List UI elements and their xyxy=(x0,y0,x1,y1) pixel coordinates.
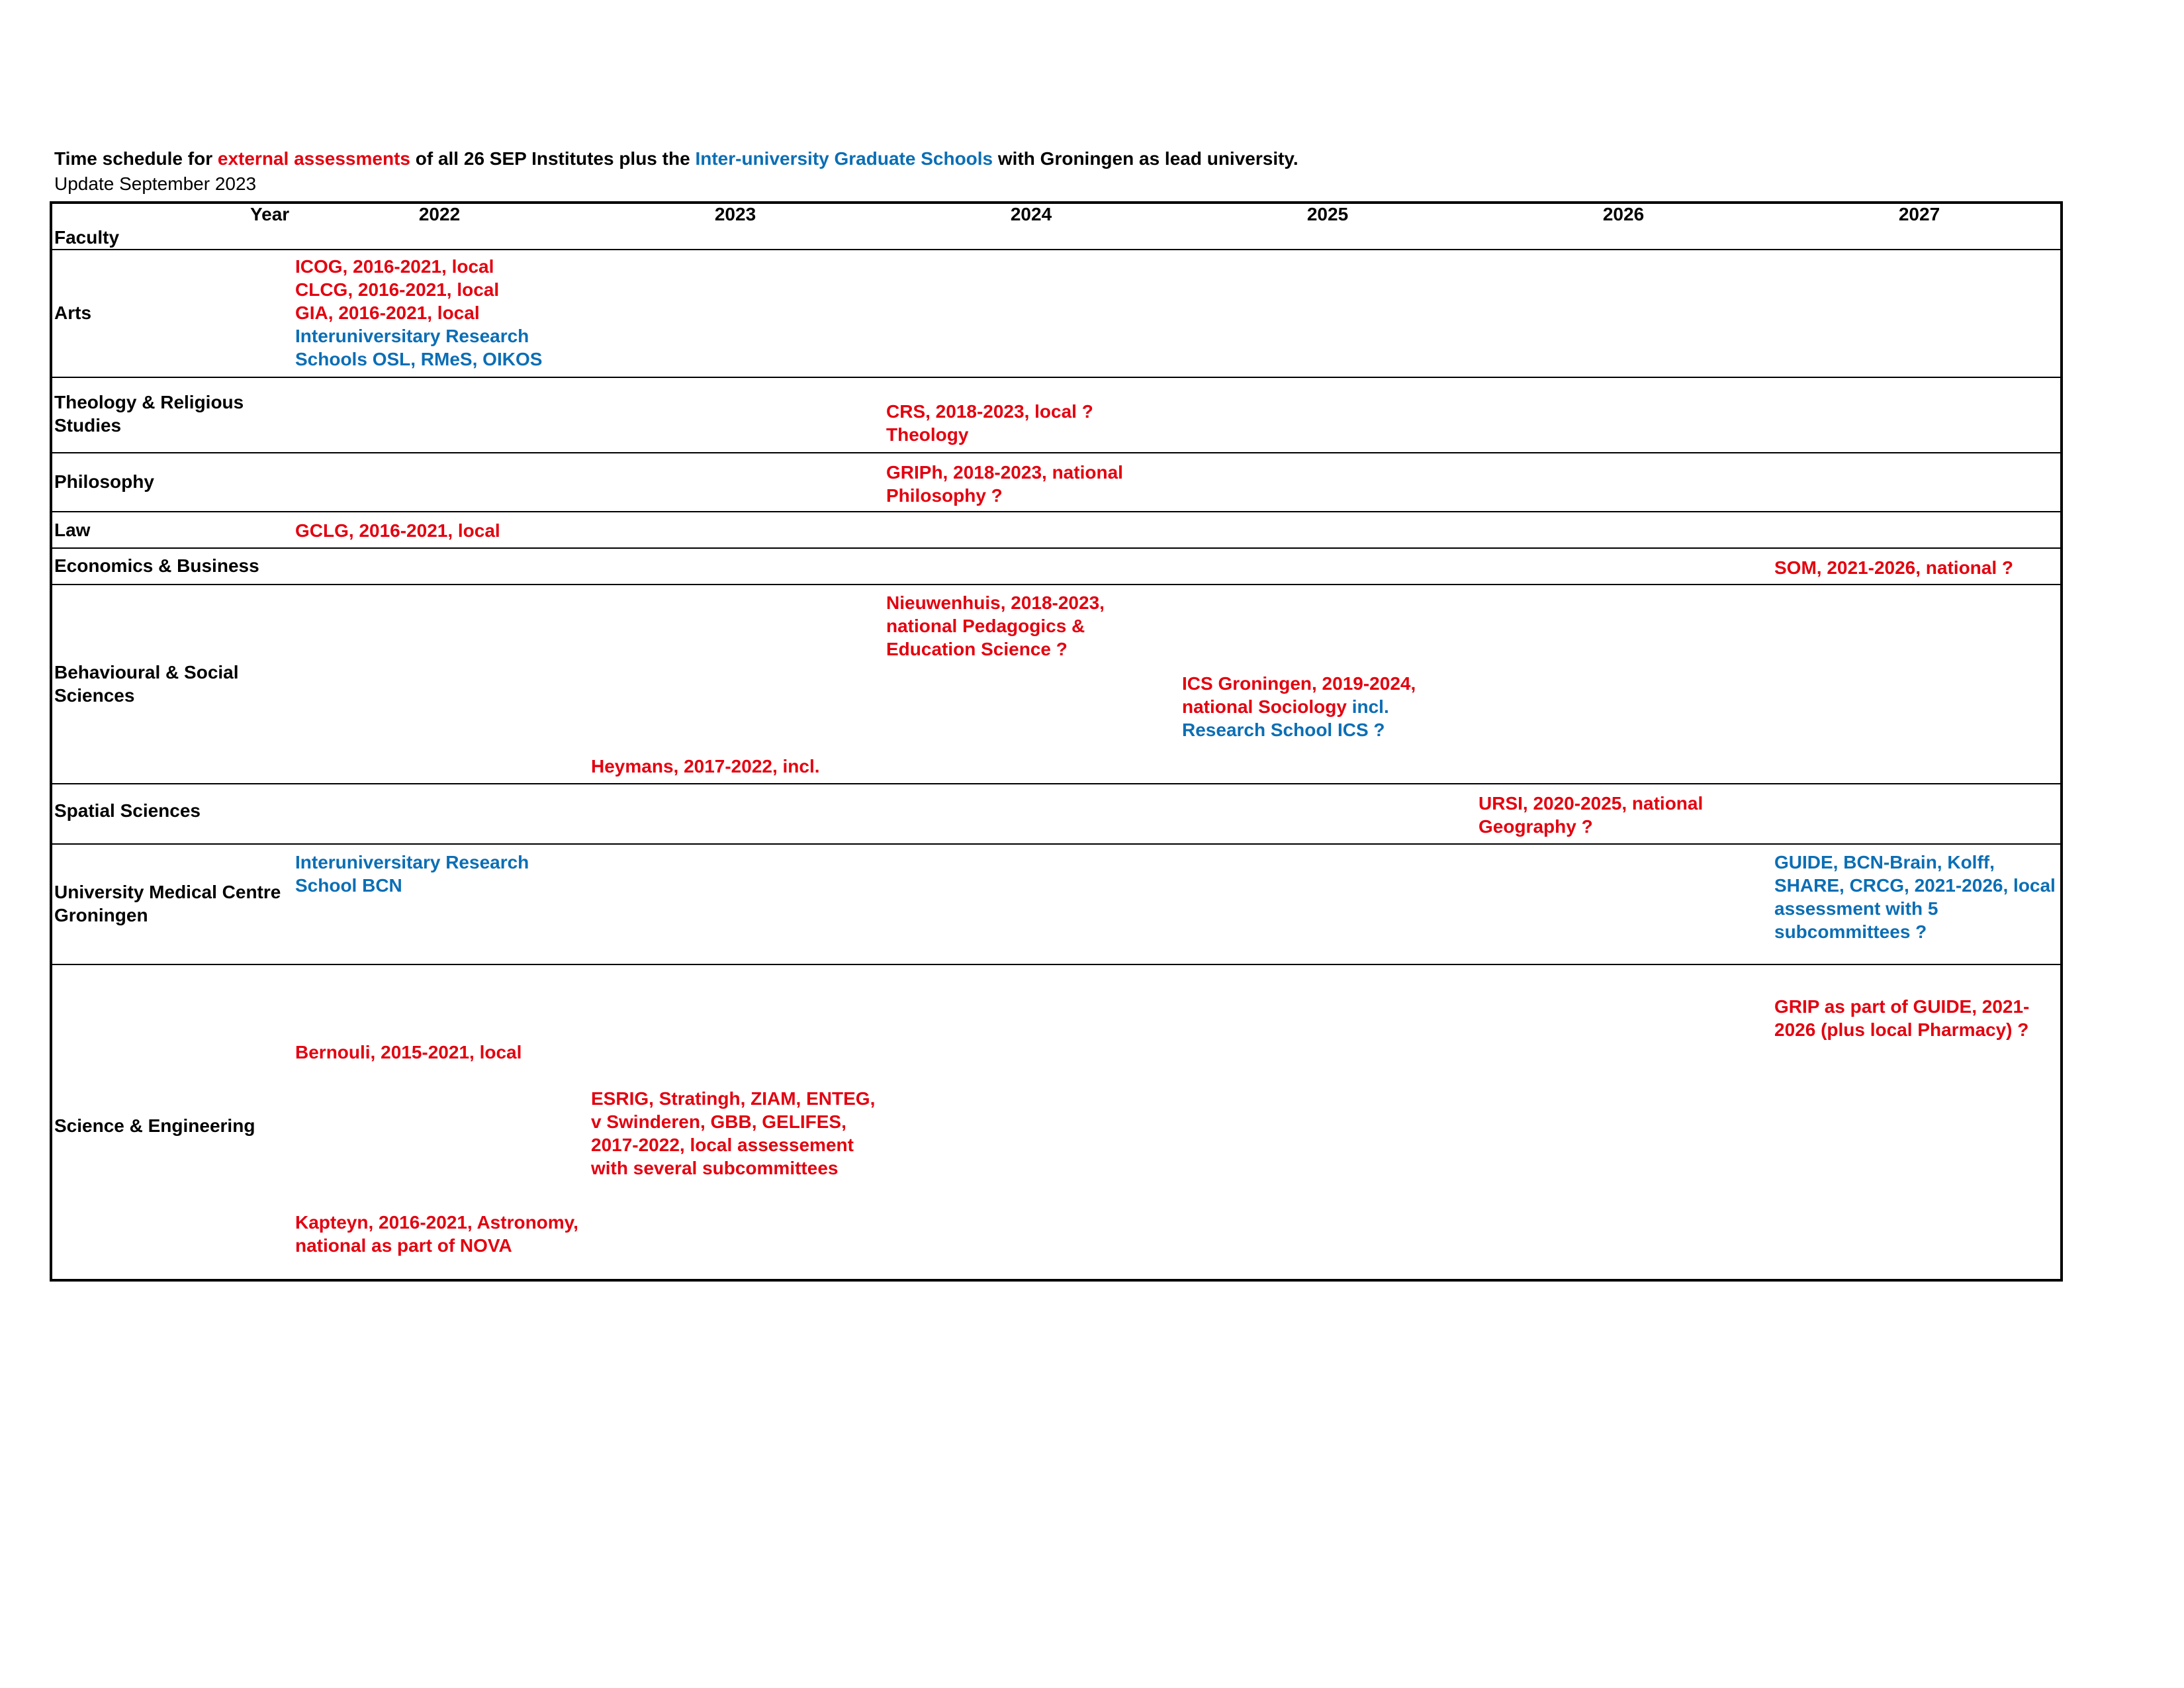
title-text: with Groningen as lead university. xyxy=(993,148,1298,169)
year-2026: 2026 xyxy=(1602,204,1645,224)
row-divider xyxy=(50,783,2063,784)
title-text: Time schedule for xyxy=(54,148,218,169)
year-2023: 2023 xyxy=(714,204,756,224)
entry-arts-research-schools: Interuniversitary Research Schools OSL, RMeS, OIKOS xyxy=(295,326,543,369)
row-divider xyxy=(50,547,2063,549)
entry-guide: GUIDE, BCN-Brain, Kolff, SHARE, CRCG, 2021-2026, local assessment with 5 subcommittees ? xyxy=(1774,852,2056,942)
entry-bcn: Interuniversitary Research School BCN xyxy=(295,852,529,896)
entry-nieuwenhuis: Nieuwenhuis, 2018-2023, national Pedagogics & Education Science ? xyxy=(886,592,1105,659)
faculty-economics: Economics & Business xyxy=(54,555,259,576)
title-highlight-graduate-schools: Inter-university Graduate Schools xyxy=(695,148,993,169)
entry-icog: ICOG, 2016-2021, local xyxy=(295,256,494,277)
entry-esrig: ESRIG, Stratingh, ZIAM, ENTEG, v Swinderen, GBB, GELIFES, 2017-2022, local assessement with several subcommittees xyxy=(591,1088,876,1178)
entry-ics-groningen xyxy=(1182,672,1440,741)
year-2024: 2024 xyxy=(1010,204,1052,224)
faculty-behavioural: Behavioural & Social Sciences xyxy=(54,662,239,706)
faculty-spatial: Spatial Sciences xyxy=(54,800,201,821)
entry-bernouli: Bernouli, 2015-2021, local xyxy=(295,1042,522,1062)
faculty-umcg: University Medical Centre Groningen xyxy=(54,882,281,925)
faculty-science: Science & Engineering xyxy=(54,1115,255,1136)
year-2022: 2022 xyxy=(418,204,461,224)
row-divider xyxy=(50,511,2063,512)
title-text: of all 26 SEP Institutes plus the xyxy=(410,148,696,169)
year-2027: 2027 xyxy=(1898,204,1940,224)
row-divider xyxy=(50,843,2063,845)
year-2025: 2025 xyxy=(1306,204,1349,224)
row-divider xyxy=(50,249,2063,250)
entry-ics-red: ICS Groningen, 2019-2024, national Sociology xyxy=(1182,673,1416,717)
faculty-label: Faculty xyxy=(54,227,120,248)
entry-crs: CRS, 2018-2023, local ? Theology xyxy=(886,401,1093,445)
faculty-law: Law xyxy=(54,520,91,540)
entry-gclg: GCLG, 2016-2021, local xyxy=(295,520,500,541)
row-divider xyxy=(50,584,2063,585)
update-date: Update September 2023 xyxy=(54,173,257,194)
entry-ics-blue: incl. Research School ICS ? xyxy=(1182,696,1389,740)
entry-grip: GRIP as part of GUIDE, 2021-2026 (plus local Pharmacy) ? xyxy=(1774,996,2030,1040)
page-title xyxy=(54,148,1298,169)
entry-clcg: CLCG, 2016-2021, local xyxy=(295,279,500,300)
faculty-philosophy: Philosophy xyxy=(54,471,154,492)
row-divider xyxy=(50,452,2063,453)
entry-griph: GRIPh, 2018-2023, national Philosophy ? xyxy=(886,462,1123,506)
entry-som: SOM, 2021-2026, national ? xyxy=(1774,557,2014,578)
row-divider xyxy=(50,964,2063,965)
faculty-arts: Arts xyxy=(54,303,92,323)
row-divider xyxy=(50,377,2063,378)
title-highlight-external-assessments: external assessments xyxy=(217,148,410,169)
entry-gia: GIA, 2016-2021, local xyxy=(295,303,480,323)
entry-heymans: Heymans, 2017-2022, incl. xyxy=(591,756,820,776)
entry-ursi: URSI, 2020-2025, national Geography ? xyxy=(1479,793,1704,837)
faculty-theology: Theology & Religious Studies xyxy=(54,392,244,436)
year-label: Year xyxy=(250,204,290,224)
entry-kapteyn: Kapteyn, 2016-2021, Astronomy, national as part of NOVA xyxy=(295,1212,578,1256)
